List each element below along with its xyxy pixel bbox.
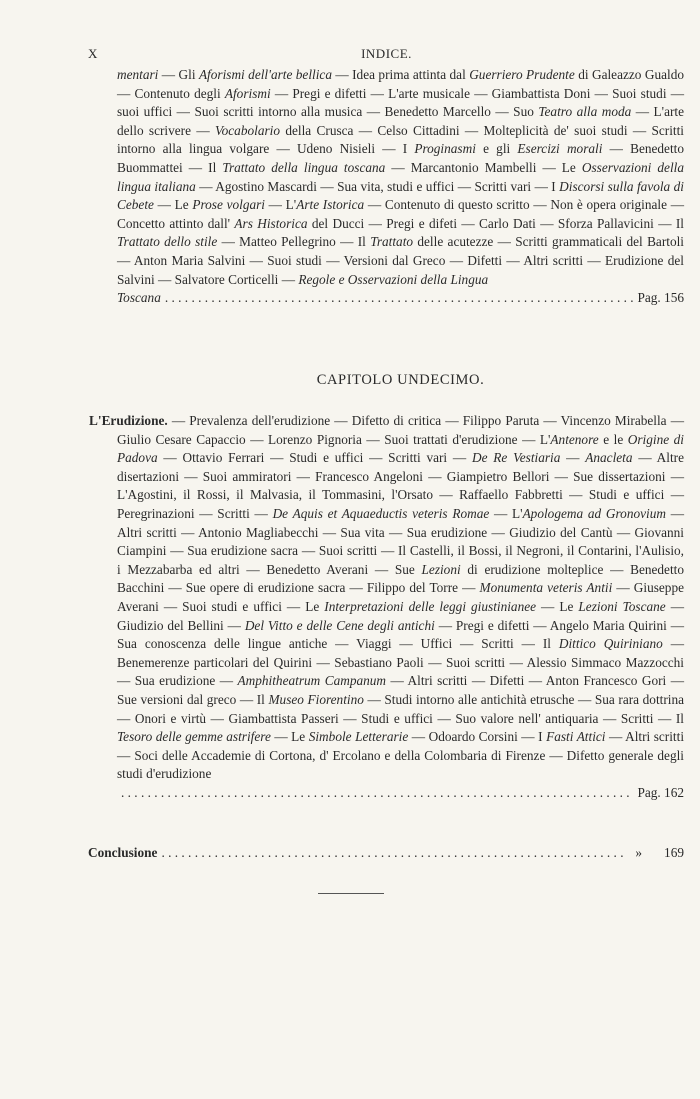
page-number: 169 — [664, 845, 684, 860]
index-entry-conclusione — [88, 845, 684, 861]
entry-heading: L'Erudizione. — [89, 413, 168, 428]
chapter-title: CAPITOLO UNDECIMO. — [316, 372, 485, 388]
entry-paragraph — [89, 412, 685, 784]
entry-heading: Conclusione — [88, 845, 158, 860]
dot-leader — [121, 784, 633, 803]
running-head-title: INDICE. — [361, 46, 412, 61]
index-entry-erudizione — [89, 412, 685, 802]
running-head — [88, 46, 685, 66]
entry-last-word: Toscana — [117, 290, 161, 306]
closing-rule — [318, 893, 384, 894]
page-reference: Pag. 156 — [637, 290, 684, 306]
entry-body: — Prevalenza dell'erudizione — Difetto di critica — Filippo Paruta — Vincenzo Mirabella — Giulio Cesare Capaccio — Lorenzo Pignoria — Suoi trattati d'erudizione — L'Antenore e le Origine di Padova — Ottavio Ferrari — Studi e uffici — Scritti vari — De Re Vestiaria — Anacleta — Altre disertazioni — Suoi ammiratori — Francesco Angeloni — Giampietro Bellori — Sue dissertazioni — L'Agostini, il Rossi, il Malvasia, il Tommasini, l'Orsato — Raffaello Fabbretti — Studi e uffici — Peregrinazioni — Scritti — De Aquis et Aquaeductis veteris Romae — L'Apologema ad Gronovium — Altri scritti — Antonio Magliabecchi — Sua vita — Sua erudizione — Giudizio del Cantù — Giovanni Ciampini — Sua erudizione sacra — Suoi scritti — Il Castelli, il Bossi, il Negroni, il Contarini, l'Aulisio, i Mezzabarba ed altri — Benedetto Averani — Sue Lezioni di erudizione molteplice — Benedetto Bacchini — Sue opere di erudizione sacra — Filippo del Torre — Monumenta veteris Antii — Giuseppe Averani — Suoi studi e uffici — Le Interpretazioni delle leggi giustinianee — Le Lezioni Toscane — Giudizio del Bellini — Del Vitto e delle Cene degli antichi — Pregi e difetti — Angelo Maria Quirini — Sua conoscenza delle lingue antiche — Viaggi — Uffici — Scritti — Il Dittico Quiriniano — Benemerenze particolari del Quirini — Sebastiano Paoli — Suoi scritti — Alessio Simmaco Mazzocchi — Sua erudizione — Amphitheatrum Campanum — Altri scritti — Difetti — Anton Francesco Gori — Sue versioni dal greco — Il Museo Fiorentino — Studi intorno alle antichità etrusche — Sua rara dottrina — Onori e virtù — Giambattista Passeri — Studi e uffici — Suo valore nell' antiquaria — Scritti — Il Tesoro delle gemme astrifere — Le Simbole Letterarie — Odoardo Corsini — I Fasti Attici — Altri scritti — Soci delle Accademie di Cortona, d' Ercolano e della Colombaria di Firenze — Difetto generale degli studi d'erudizione — [117, 413, 685, 782]
page-folio: X — [88, 46, 98, 61]
entry-leader-line — [117, 289, 684, 308]
index-entry-continued — [117, 66, 684, 308]
page-reference: Pag. 162 — [637, 784, 684, 800]
ditto-mark: » — [635, 845, 643, 860]
entry-body: mentari — Gli Aforismi dell'arte bellica — Idea prima attinta dal Guerriero Prudente di Galeazzo Gualdo — Contenuto degli Aforismi — Pregi e difetti — L'arte musicale — Giambattista Doni — Suoi studi — suoi uffici — Suoi scritti intorno alla musica — Benedetto Marcello — Suo Teatro alla moda — L'arte dello scrivere — Vocabolario della Crusca — Celso Cittadini — Molteplicità de' suoi studi — Scritti intorno alla lingua volgare — Udeno Nisieli — I Proginasmi e gli Esercizi morali — Benedetto Buommattei — Il Trattato della lingua toscana — Marcantonio Mambelli — Le Osservazioni della lingua italiana — Agostino Mascardi — Sua vita, studi e uffici — Scritti vari — I Discorsi sulla favola di Cebete — Le Prose volgari — L'Arte Istorica — Contenuto di questo scritto — Non è opera originale — Concetto attinto dall' Ars Historica del Ducci — Pregi e difeti — Carlo Dati — Sforza Pallavicini — Il Trattato dello stile — Matteo Pellegrino — Il Trattato delle acutezze — Scritti grammaticali del Bartoli — Anton Maria Salvini — Suoi studi — Versioni dal Greco — Difetti — Altri scritti — Erudizione del Salvini — Salvatore Corticelli — Regole e Osservazioni della Lingua — [117, 67, 685, 287]
dot-leader — [165, 289, 634, 308]
entry-leader-line — [117, 784, 684, 803]
dot-leader — [161, 845, 625, 861]
